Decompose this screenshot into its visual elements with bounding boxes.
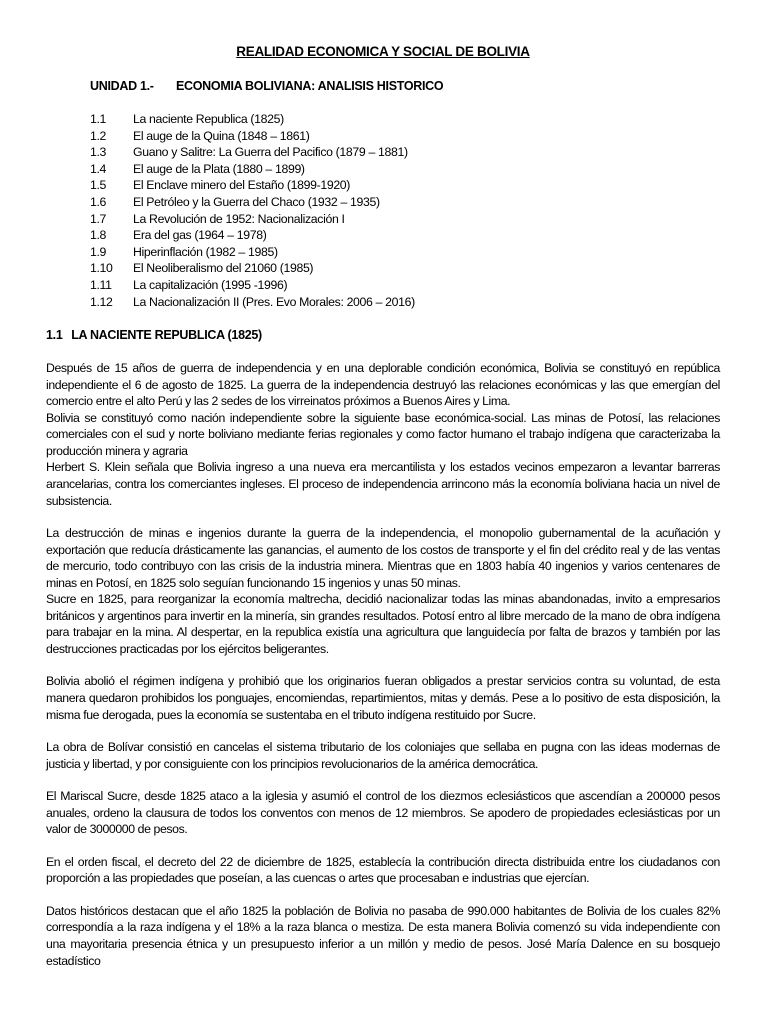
paragraph-spacer (46, 838, 720, 854)
toc-item (90, 244, 720, 261)
toc-item (90, 277, 720, 294)
toc-item-number: 1.5 (90, 178, 107, 193)
unit-number: UNIDAD 1.- (90, 79, 154, 93)
toc-item-text: La naciente Republica (1825) (133, 112, 284, 126)
toc-item (90, 294, 720, 311)
toc-item (90, 177, 720, 194)
toc-item (90, 227, 720, 244)
paragraph: Sucre en 1825, para reorganizar la economía maltrecha, decidió nacionalizar todas las minas abandonadas, invito a empresarios británicos y argentinos para invertir en la minería, sin grandes resultados. Potosí entro al libre mercado de la mano de obra indígena para trabajar en la mina. Al despertar, en la republica existía una agricultura que languidecía por falta de brazos y también por las destrucciones practicadas por los ejércitos beligerantes. (46, 592, 720, 656)
paragraph-spacer (46, 887, 720, 903)
toc-item (90, 144, 720, 161)
toc-item (90, 128, 720, 145)
toc-item-text: El Petróleo y la Guerra del Chaco (1932 – 1935) (133, 194, 380, 209)
toc-item (90, 194, 720, 211)
paragraph: Después de 15 años de guerra de independencia y en una deplorable condición económica, Bolivia se constituyó en república independiente el 6 de agosto de 1825. La guerra de la independencia destruyó las relaciones económicas y las que emergían del comercio entre el alto Perú y las 2 sedes de los virreinatos próximos a Buenos Aires y Lima. (46, 361, 720, 409)
paragraph: El Mariscal Sucre, desde 1825 ataco a la iglesia y asumió el control de los diezmos eclesiásticos que ascendían a 200000 pesos anuales, ordeno la clausura de todos los conventos con menos de 12 miembros. Se apodero de propiedades eclesiásticas por un valor de 3000000 de pesos. (46, 789, 720, 837)
document-title: REALIDAD ECONOMICA Y SOCIAL DE BOLIVIA (236, 44, 530, 59)
paragraph-spacer (46, 723, 720, 739)
section-title: LA NACIENTE REPUBLICA (1825) (71, 328, 262, 343)
toc-item-text: Guano y Salitre: La Guerra del Pacifico (1879 – 1881) (133, 145, 408, 160)
unit-heading (90, 79, 720, 93)
paragraph-spacer (46, 772, 720, 788)
section-number: 1.1 (46, 328, 63, 343)
toc-item-number: 1.4 (90, 161, 107, 176)
paragraph-spacer (46, 657, 720, 673)
toc-item-text: La capitalización (1995 -1996) (133, 277, 288, 292)
paragraph-spacer (46, 509, 720, 525)
toc-item-text: El auge de la Quina (1848 – 1861) (133, 128, 310, 143)
paragraph: La destrucción de minas e ingenios durante la guerra de la independencia, el monopolio gubernamental de la acuñación y exportación que reducía drásticamente las ganancias, el aumento de los costos de transporte y el fin del crédito real y de las ventas de mercurio, todo contribuyo con las crisis de la industria minera. Mientras que en 1803 había 40 ingenios y varios centenares de minas en Potosí, en 1825 solo seguían funcionando 15 ingenios y unas 50 minas. (46, 526, 720, 590)
paragraph: En el orden fiscal, el decreto del 22 de diciembre de 1825, establecía la contribución directa distribuida entre los ciudadanos con proporción a las propiedades que poseían, a las cuencas o artes que procesaban e industrias que ejercían. (46, 854, 720, 886)
section-heading (46, 328, 720, 342)
toc-item-text: Hiperinflación (1982 – 1985) (133, 244, 278, 259)
toc-item-text: Era del gas (1964 – 1978) (133, 228, 267, 243)
body-text (46, 360, 720, 969)
paragraph: Bolivia se constituyó como nación independiente sobre la siguiente base económica-social. Las minas de Potosí, las relaciones comerciales con el sud y norte boliviano mediante ferias regionales y como factor humano el trabajo indígena que caracterizaba la producción minera y agraria (46, 410, 720, 458)
toc-item (90, 161, 720, 178)
paragraph: Bolivia abolió el régimen indígena y prohibió que los originarios fueran obligados a prestar servicios contra su voluntad, de esta manera quedaron prohibidos los ponguajes, encomiendas, repartimientos, mitas y demás. Pese a lo positivo de esta disposición, la misma fue derogada, pues la economía se sustentaba en el tributo indígena restituido por Sucre. (46, 674, 720, 722)
toc-item (90, 111, 720, 128)
toc-item-text: El Enclave minero del Estaño (1899-1920) (133, 178, 351, 193)
table-of-contents (90, 111, 720, 310)
toc-item-text: El auge de la Plata (1880 – 1899) (133, 161, 305, 176)
toc-item-number: 1.12 (90, 294, 113, 309)
toc-item-text: La Nacionalización II (Pres. Evo Morales: 2006 – 2016) (133, 294, 415, 309)
toc-item-number: 1.6 (90, 194, 107, 209)
toc-item-number: 1.9 (90, 244, 107, 259)
paragraph: La obra de Bolívar consistió en cancelas el sistema tributario de los coloniajes que sellaba en pugna con las ideas modernas de justicia y libertad, y por consiguiente con los principios revolucionarios de la américa democrática. (46, 740, 720, 771)
toc-item (90, 260, 720, 277)
toc-item-number: 1.10 (90, 261, 113, 276)
unit-name: ECONOMIA BOLIVIANA: ANALISIS HISTORICO (176, 79, 444, 93)
toc-item (90, 211, 720, 228)
toc-item-number: 1.8 (90, 228, 107, 243)
toc-item-text: El Neoliberalismo del 21060 (1985) (133, 261, 314, 276)
paragraph: Herbert S. Klein señala que Bolivia ingreso a una nueva era mercantilista y los estados vecinos empezaron a levantar barreras arancelarias, contra los comerciantes ingleses. El proceso de independencia arrincono más la economía boliviana hacia un nivel de subsistencia. (46, 460, 720, 508)
toc-item-number: 1.1 (90, 112, 107, 126)
toc-item-number: 1.11 (90, 277, 112, 292)
toc-item-text: La Revolución de 1952: Nacionalización I (133, 211, 345, 226)
toc-item-number: 1.3 (90, 145, 107, 160)
toc-item-number: 1.2 (90, 128, 107, 143)
paragraph: Datos históricos destacan que el año 1825 la población de Bolivia no pasaba de 990.000 habitantes de Bolivia de los cuales 82% correspondía a la raza indígena y el 18% a la raza blanca o mestiza. De esta manera Bolivia comenzó su vida independiente con una mayoritaria presencia étnica y un presupuesto inferior a un millón y medio de pesos. José María Dalence en su bosquejo estadístico (46, 903, 720, 968)
toc-item-number: 1.7 (90, 211, 107, 226)
